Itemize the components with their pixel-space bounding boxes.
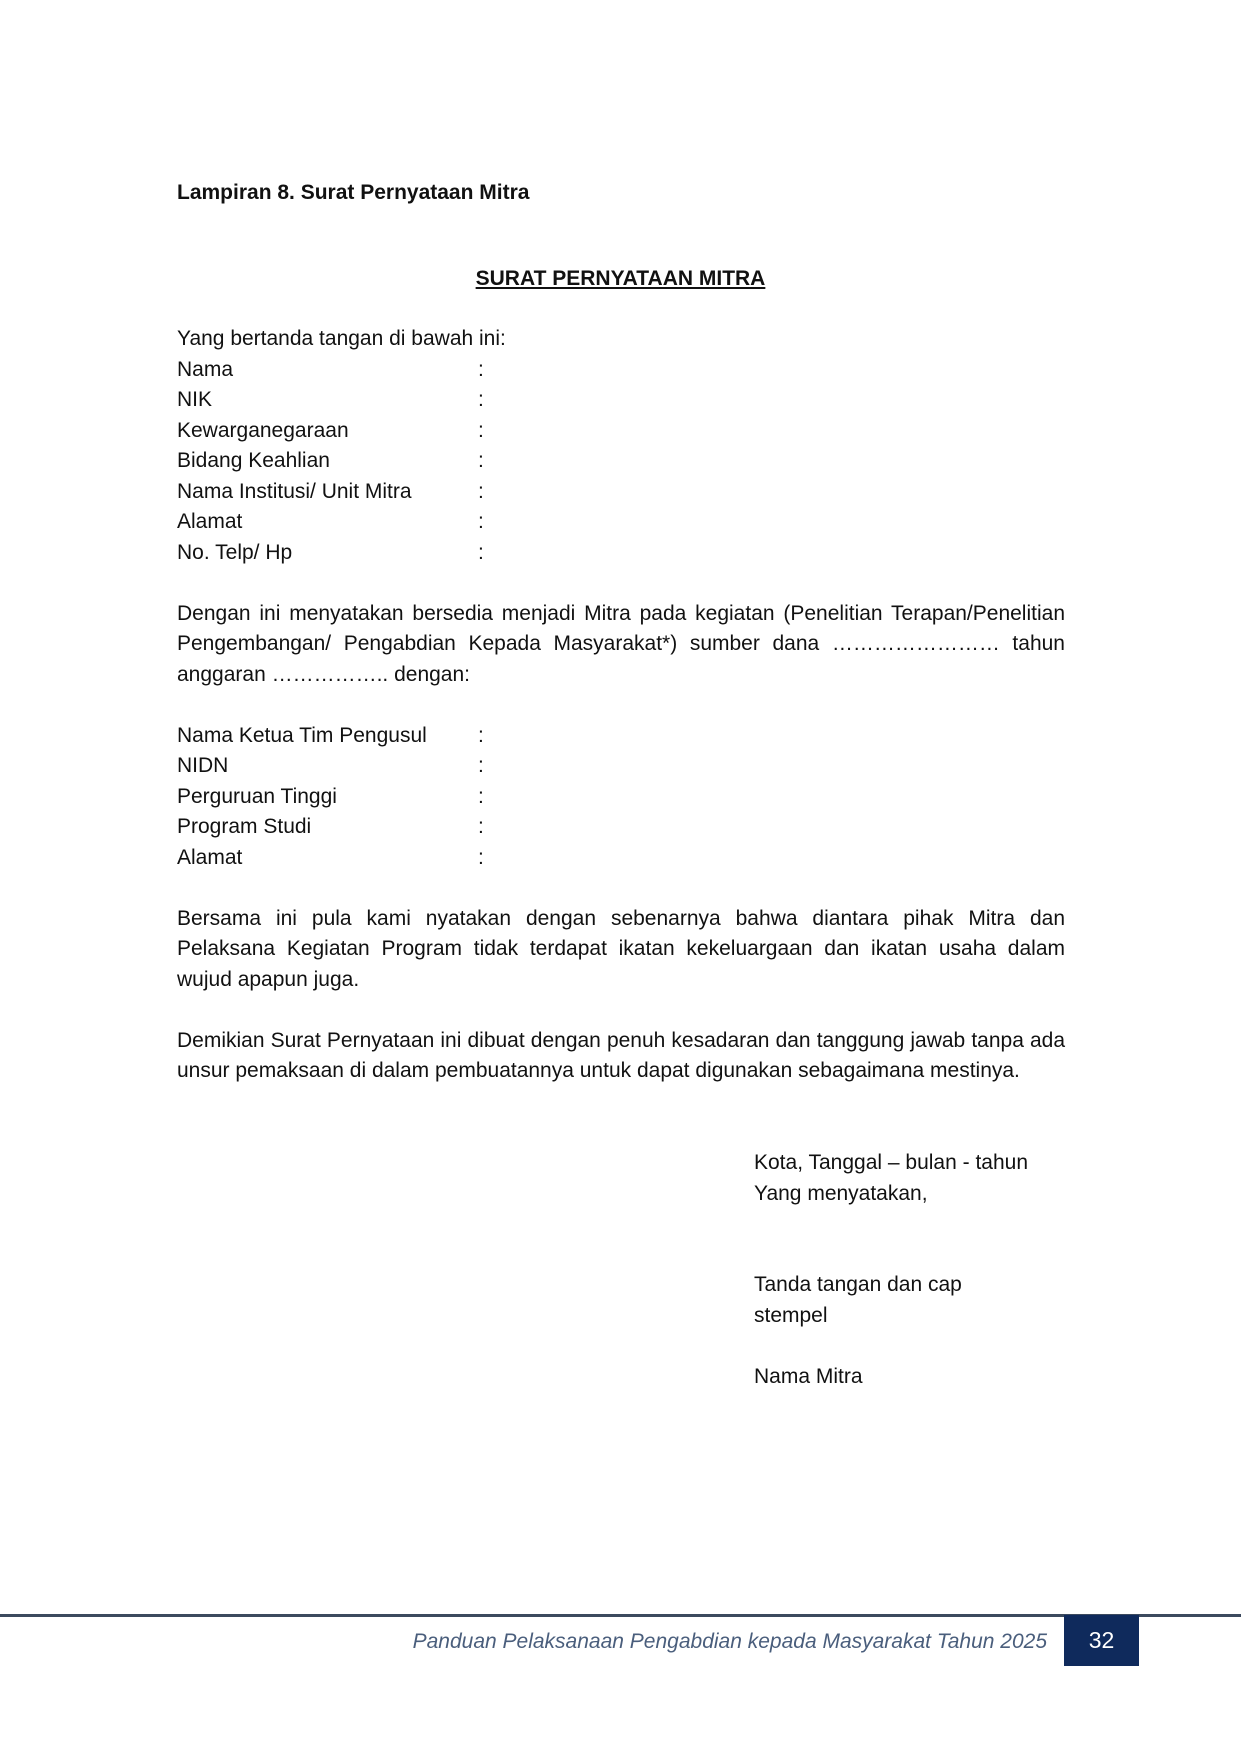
signature-block (754, 1148, 1054, 1392)
field-colon: : (478, 754, 484, 777)
field-colon: : (478, 418, 484, 442)
field-row (177, 355, 1065, 386)
field-label: Nama (177, 357, 234, 381)
field-row (177, 477, 1065, 508)
spacer (177, 995, 1065, 1026)
spacer (177, 568, 1065, 599)
field-colon: : (478, 479, 484, 503)
ketua-field-list (177, 721, 1065, 874)
field-row (177, 751, 1065, 782)
signer-name: Nama Mitra (754, 1364, 863, 1388)
field-colon: : (478, 510, 484, 533)
stated-by: Yang menyatakan, (754, 1181, 928, 1205)
signature-space (754, 1331, 1054, 1362)
field-row (177, 416, 1065, 447)
field-label: Alamat (177, 510, 243, 533)
footer-divider (0, 1614, 1241, 1617)
field-colon: : (478, 388, 484, 411)
field-row (177, 782, 1065, 813)
spacer (177, 873, 1065, 904)
field-label: NIK (177, 388, 213, 411)
field-colon: : (478, 449, 484, 472)
field-row (177, 507, 1065, 538)
field-colon: : (478, 540, 484, 564)
field-row (177, 721, 1065, 752)
mitra-field-list (177, 355, 1065, 569)
field-colon: : (478, 357, 484, 381)
sign-instruction-line-1: Tanda tangan dan cap (754, 1273, 962, 1296)
letter-body (177, 324, 1065, 1087)
field-row (177, 385, 1065, 416)
closing-paragraph: Demikian Surat Pernyataan ini dibuat dengan penuh kesadaran dan tanggung jawab tanpa ada unsur pemaksaan di dalam pembuatannya untuk dapat digunakan sebagaimana mestinya. (177, 1028, 1065, 1082)
statement-paragraph: Dengan ini menyatakan bersedia menjadi Mitra pada kegiatan (Penelitian Terapan/Penelitian Pengembangan/ Pengabdian Kepada Masyarakat*) sumber dana …………………… tahun anggaran …………….. dengan: (177, 601, 1065, 686)
field-row (177, 843, 1065, 874)
field-label: Alamat (177, 845, 243, 869)
intro-line: Yang bertanda tangan di bawah ini: (177, 327, 506, 350)
document-title: SURAT PERNYATAAN MITRA (475, 267, 766, 290)
field-label: Nama Institusi/ Unit Mitra (177, 479, 412, 503)
field-row (177, 538, 1065, 569)
field-label: Nama Ketua Tim Pengusul (177, 723, 427, 747)
field-label: Kewarganegaraan (177, 418, 349, 442)
field-colon: : (478, 784, 484, 808)
declaration-paragraph: Bersama ini pula kami nyatakan dengan sebenarnya bahwa diantara pihak Mitra dan Pelaksana Kegiatan Program tidak terdapat ikatan kekeluargaan dan ikatan usaha dalam wujud apapun juga. (177, 906, 1065, 991)
sign-instruction-line-2: stempel (754, 1303, 828, 1327)
field-label: Bidang Keahlian (177, 449, 330, 472)
field-label: No. Telp/ Hp (177, 540, 293, 564)
place-date: Kota, Tanggal – bulan - tahun (754, 1151, 1028, 1174)
field-colon: : (478, 845, 484, 869)
field-colon: : (478, 815, 484, 838)
field-label: NIDN (177, 754, 229, 777)
field-colon: : (478, 723, 484, 747)
field-row (177, 812, 1065, 843)
field-label: Perguruan Tinggi (177, 784, 337, 808)
signature-space (754, 1209, 1054, 1270)
field-label: Program Studi (177, 815, 312, 838)
appendix-heading: Lampiran 8. Surat Pernyataan Mitra (177, 181, 530, 204)
spacer (177, 690, 1065, 721)
page-number: 32 (1064, 1615, 1139, 1666)
field-row (177, 446, 1065, 477)
footer-title: Panduan Pelaksanaan Pengabdian kepada Masyarakat Tahun 2025 (412, 1630, 1047, 1653)
